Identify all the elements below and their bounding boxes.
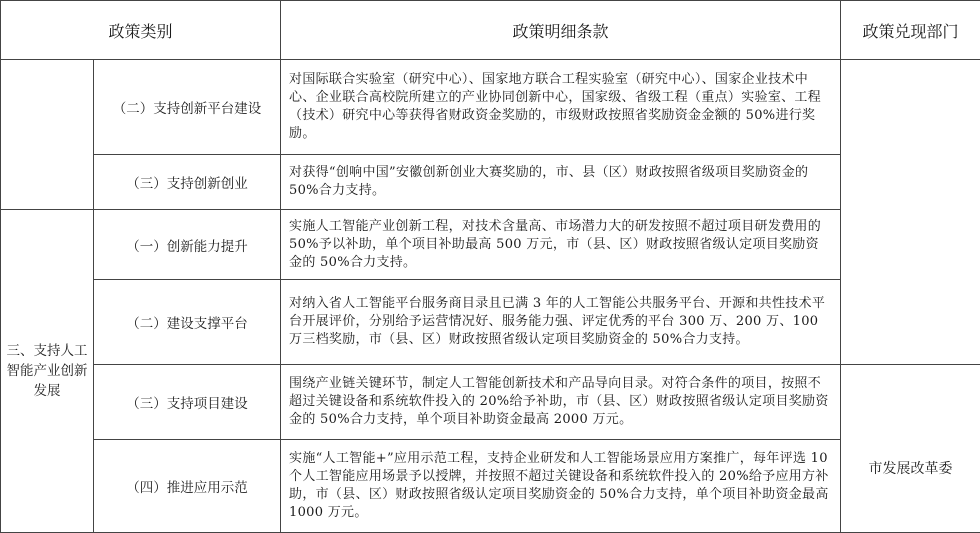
detail-cell: 实施人工智能产业创新工程，对技术含量高、市场潜力大的研发按照不超过项目研发费用的 50%予以补助，单个项目补助最高 500 万元，市（县、区）财政按照省级认定项目奖励资金的 50%合力支持。 [281, 210, 841, 280]
header-department: 政策兑现部门 [841, 1, 980, 60]
detail-cell: 实施“人工智能+”应用示范工程，支持企业研发和人工智能场景应用方案推广，每年评选 10 个人工智能应用场景予以授牌，并按照不超过关键设备和系统软件投入的 20%给予应用方补助，市（县、区）财政按照省级认定项目奖励资金的 50%合力支持，单个项目补助资金最高 1000 万元。 [281, 440, 841, 533]
department-cell-top [841, 60, 980, 365]
detail-cell: 对获得“创响中国”安徽创新创业大赛奖励的，市、县（区）财政按照省级项目奖励资金的 50%合力支持。 [281, 155, 841, 210]
subcategory-cell: （三）支持创新创业 [94, 155, 281, 210]
header-detail: 政策明细条款 [281, 1, 841, 60]
detail-cell: 围绕产业链关键环节，制定人工智能创新技术和产品导向目录。对符合条件的项目，按照不超过关键设备和系统软件投入的 20%给予补助，市（县、区）财政按照省级认定项目奖励资金的 50%合力支持，单个项目补助资金最高 2000 万元。 [281, 365, 841, 440]
subcategory-cell: （二）支持创新平台建设 [94, 60, 281, 155]
subcategory-cell: （三）支持项目建设 [94, 365, 281, 440]
subcategory-cell: （二）建设支撑平台 [94, 280, 281, 365]
detail-cell: 对纳入省人工智能平台服务商目录且已满 3 年的人工智能公共服务平台、开源和共性技术平台开展评价，分别给予运营情况好、服务能力强、评定优秀的平台 300 万、200 万、100 万三档奖励，市（县、区）财政按照省级认定项目奖励资金的 50%合力支持。 [281, 280, 841, 365]
subcategory-cell: （四）推进应用示范 [94, 440, 281, 533]
header-category: 政策类别 [1, 1, 281, 60]
table-row [1, 440, 980, 533]
subcategory-cell: （一）创新能力提升 [94, 210, 281, 280]
category-cell-prev [1, 60, 94, 210]
table-row [1, 280, 980, 365]
table-row [1, 60, 980, 155]
table-row [1, 155, 980, 210]
table-row [1, 210, 980, 280]
header-row [1, 1, 980, 60]
detail-cell: 对国际联合实验室（研究中心）、国家地方联合工程实验室（研究中心）、国家企业技术中心、企业联合高校院所建立的产业协同创新中心，国家级、省级工程（重点）实验室、工程（技术）研究中心等获得省财政资金奖励的，市级财政按照省奖励资金金额的 50%进行奖励。 [281, 60, 841, 155]
table-row [1, 365, 980, 440]
category-cell-section3: 三、支持人工智能产业创新发展 [1, 210, 94, 533]
department-cell: 市发展改革委 [841, 365, 980, 533]
